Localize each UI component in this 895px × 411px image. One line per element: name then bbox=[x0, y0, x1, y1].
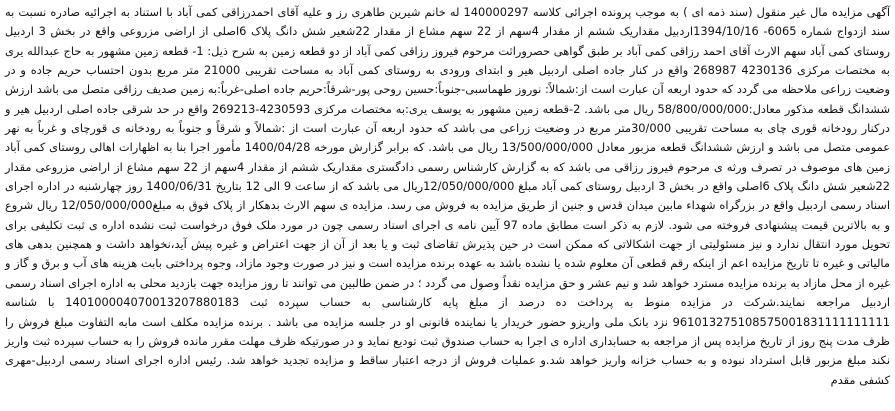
auction-notice-text: آگهی مزایده مال غیر منقول (سند ذمه ای ) به موجب پرونده اجرائی کلاسه 140000297 له خانم شیرین طاهری رز و علیه آقای احمدرزاقی کمی آباد با استناد به اجرائیه صادره نسبت به سند ازدواج شماره 6065- 1394/10/16اردبیل مقداریک ششم از مقدار 4سهم از 22 سهم مشاع از مقدار 22شعیر شش دانگ پلاک 6اصلی از اراضی مزروعی واقع در بخش 3 اردبیل روستای کمی آباد سهم الارث آقای احمد رزاقی کمی آباد بر طبق گواهی حصروراثت مرحوم فیروز رزاقی کمی آباد از دو قطعه زمین به شرح ذیل: 1- قطعه زمین مشهور به حاج عبدالله یری به مختصات مرکزی 4230136 268987 واقع در کنار جاده اصلی اردبیل هیر و ابتدای ورودی به روستای کمی آباد به مساحت تقریبی 21000 متر مربع بدون احتساب حریم جاده و در وضعیت زراعی ملاحظه می گردد که حدود اربعه آن عبارت است از:شمالاً: نوروز طهماسبی-جنوباً:حسین روحی پور-شرقاً:حریم جاده اصلی-غرباً:به زمین صدیف رزاقی متصل می باشد ارزش ششدانگ قطعه مذکور معادل:58/800/000/000 ریال می باشد. 2-قطعه زمین مشهور به یوسف یری:به مختصات مرکزی 4230593-269213 واقع در حد شرقی جاده اصلی اردبیل هیر و درکنار رودخانه قوری چای به مساحت تقریبی 30/000متر مربع در وضعیت زراعی می باشد که حدود اربعه آن عبارت است از :شمالاً و شرقاً و جنوباً به رودخانه ی قورچای و غرباً به نهر عمومی متصل می باشد و ارزش ششدانگ قطعه مزبور معادل 13/500/000/000 ریال می باشد. که برابر گزارش مورخه 1400/04/28 مأمور اجرا بنا به اظهارات اهالی روستای کمی آباد زمین های موصوف در تصرف ورثه ی مرحوم فیروز رزاقی می باشد که به گزارش کارشناس رسمی دادگستری مقداریک ششم از مقدار 4سهم از 22 سهم مشاع از اراضی مزروعی مقدار 22شعیر شش دانگ پلاک 6اصلی واقع در بخش 3 اردبیل روستای کمی آباد مبلغ 12/050/000/000ریال می باشد که از ساعت 9 الی 12 بتاریخ 1400/06/31 روز چهارشنبه در اداره اجرای اسناد رسمی اردبیل واقع در بزرگراه شهداء مابین میدان قدس و جنین از طریق مزایده به فروش می رسد. مزایده ی سهم الارث بدهکار از پلاک فوق به مبلغ12/050/000/000 ریال شروع و به بالاترین قیمت پیشنهادی فروخته می شود. لازم به ذکر است مطابق ماده 97 آیین نامه ی اجرای اسناد رسمی چون در مورد ملک فوق درخواست ثبت نشده اداره ی ثبت تکلیفی برای تحویل مورد انتقال ندارد و نیز مسئولیتی از جهت اشکالاتی که ممکن است در حین پذیرش تقاضای ثبت و یا بعد از آن از جهت اعتراض و غیره پیش آید،نخواهد داشت و همچنین بدهی های مالیاتی و غیره تا تاریخ مزایده اعم از اینکه رقم قطعی آن معلوم شده یا نشده باشد به عهده برنده مزایده است و نیز در صورت وجود مازاد، وجوه پرداختی بابت هزینه های آب و برق و گاز و غیره از محل مازاد به برنده مزایده مسترد خواهد شد و نیم عشر و حق مزایده نقداً وصول می گردد ؛ در ضمن طالبین می توانند تا روز مزایده جهت بازدید محلی به اداره اجرای اسناد رسمی اردبیل مراجعه نمایند.شرکت در مزایده منوط به پرداخت ده درصد از مبلغ پایه کارشناسی به حساب سپرده ثبت 140100004070013207880183 با شناسه 961013275108575001831111111111 نزد بانک ملی واریزو حضور خریدار یا نماینده قانونی او در جلسه مزایده می باشد . برنده مزایده مکلف است مابه التفاوت مبلغ فروش را ظرف مدت پنج روز از تاریخ مزایده پس از مراجعه به حسابداری اداره ی اجرا به حساب صندوق ثبت تودیع نماید و در صورتیکه ظرف مهلت مقرر مانده فروش را به حساب سپرده ثبت واریز نکند مبلغ مزبور قابل استرداد نبوده و به حساب خزانه واریز خواهد شد.و عملیات فروش از درجه اعتبار ساقط و مزایده تجدید خواهد شد. رئیس اداره اجرای اسناد رسمی اردبیل-مهری کشفی مقدم bbox=[5, 5, 891, 387]
